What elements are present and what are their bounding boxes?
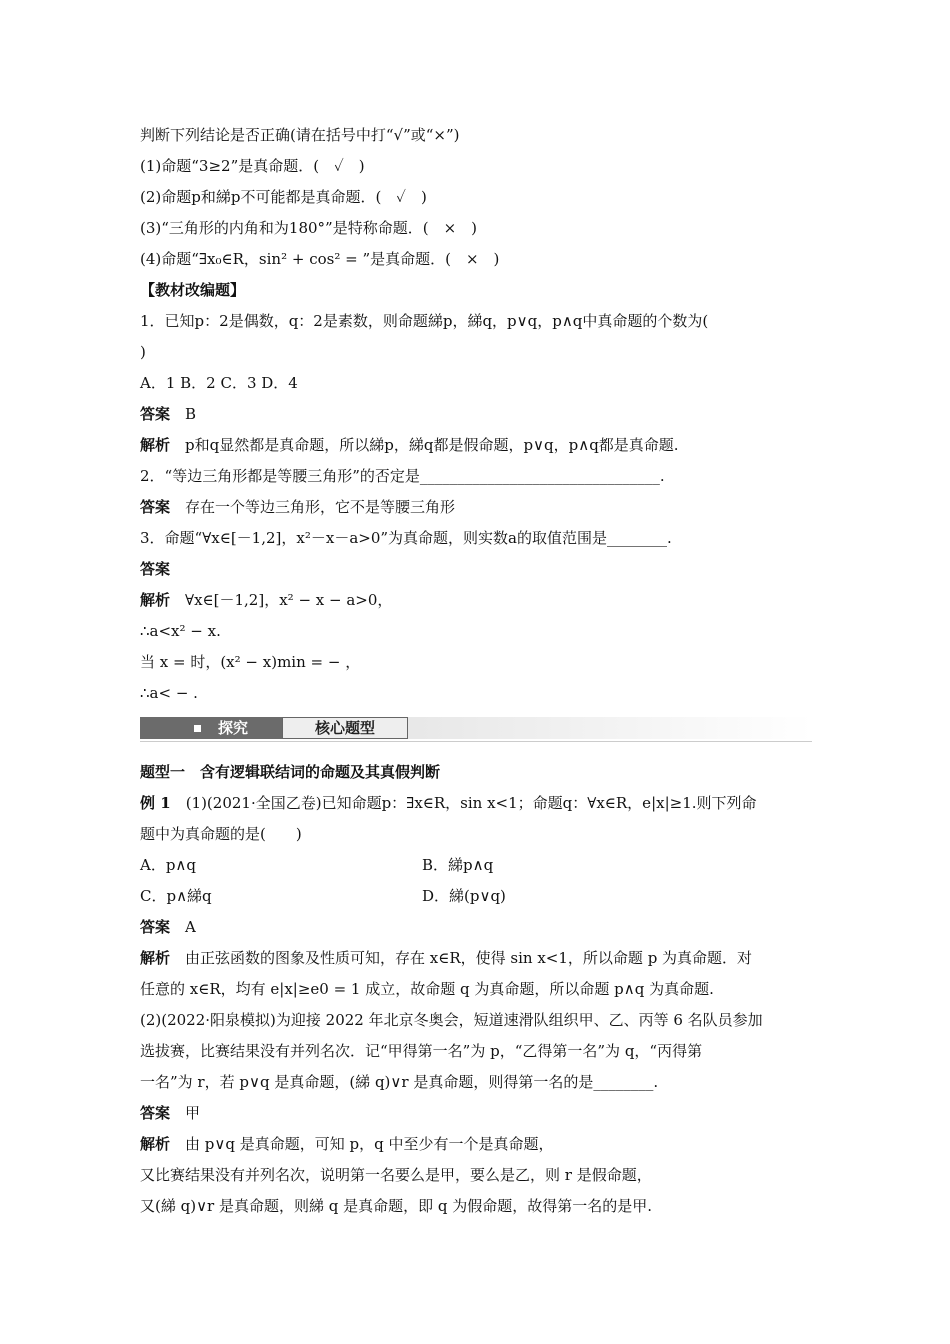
analysis-label: 解析	[140, 591, 171, 609]
question-1-options: A．1 B．2 C．3 D．4	[140, 374, 298, 392]
judge-item: (3)“三角形的内角和为180°”是特称命题．( × )	[140, 219, 477, 237]
option-b: B．綈p∧q	[422, 856, 494, 874]
answer-label: 答案	[140, 918, 171, 936]
example-label: 例 1	[140, 794, 171, 812]
analysis-label: 解析	[140, 436, 171, 454]
square-bullet-icon	[194, 725, 201, 732]
part-2-stem: 选拔赛，比赛结果没有并列名次．记“甲得第一名”为 p，“乙得第一名”为 q，“丙得第	[140, 1042, 703, 1060]
example-stem-cont: 题中为真命题的是( )	[140, 825, 302, 843]
question-1-stem-cont: )	[140, 343, 146, 361]
question-1-analysis	[140, 430, 812, 461]
part-2-analysis	[140, 1129, 812, 1160]
banner-left	[140, 717, 282, 739]
answer-value: 存在一个等边三角形，它不是等腰三角形	[185, 498, 456, 516]
question-3-answer-label: 答案	[140, 560, 171, 578]
question-2-stem: 2．“等边三角形都是等腰三角形”的否定是________________________________.	[140, 467, 665, 485]
part-2-answer	[140, 1098, 812, 1129]
analysis-text: ∀x∈[－1,2]，x² − x − a>0，	[185, 591, 393, 609]
example-stem-text: (1)(2021·全国乙卷)已知命题p：∃x∈R，sin x<1；命题q：∀x∈R，e|x|≥1.则下列命	[185, 794, 757, 812]
analysis-line: 当 x = 时，(x² − x)min = − ，	[140, 653, 361, 671]
banner-rule	[140, 741, 812, 742]
answer-label: 答案	[140, 1104, 171, 1122]
question-1-stem: 1．已知p：2是偶数，q：2是素数，则命题綈p，綈q，p∨q，p∧q中真命题的个数为(	[140, 312, 709, 330]
type-title: 题型一 含有逻辑联结词的命题及其真假判断	[140, 763, 441, 781]
section-title: 【教材改编题】	[140, 281, 246, 299]
part-2-stem: 一名”为 r，若 p∨q 是真命题，(綈 q)∨r 是真命题，则得第一名的是________.	[140, 1073, 659, 1091]
analysis-label: 解析	[140, 1135, 171, 1153]
question-3-stem: 3．命题“∀x∈[－1,2]，x²－x－a>0”为真命题，则实数a的取值范围是________.	[140, 529, 672, 547]
judge-item: (4)命题“∃x₀∈R，sin² + cos² = ”是真命题．( × )	[140, 250, 500, 268]
analysis-label: 解析	[140, 949, 171, 967]
banner-right-label: 核心题型	[282, 717, 408, 739]
judge-item: (1)命题“3≥2”是真命题．( ✓ )	[140, 157, 365, 175]
option-c: C．p∧綈q	[140, 887, 212, 905]
analysis-text: 由 p∨q 是真命题，可知 p，q 中至少有一个是真命题，	[185, 1135, 554, 1153]
intro-text: 判断下列结论是否正确(请在括号中打“√”或“×”)	[140, 126, 460, 144]
answer-value: 甲	[185, 1104, 201, 1122]
judge-item: (2)命题p和綈p不可能都是真命题．( ✓ )	[140, 188, 427, 206]
example-analysis	[140, 943, 812, 974]
banner-left-label: 探究	[218, 719, 249, 737]
document-page	[140, 120, 812, 1222]
analysis-line: ∴a< − .	[140, 684, 198, 702]
analysis-text: 由正弦函数的图象及性质可知，存在 x∈R，使得 sin x<1，所以命题 p 为真命题．对	[185, 949, 753, 967]
analysis-line: 又(綈 q)∨r 是真命题，则綈 q 是真命题，即 q 为假命题，故得第一名的是甲.	[140, 1197, 653, 1215]
analysis-text: p和q显然都是真命题，所以綈p，綈q都是假命题，p∨q，p∧q都是真命题.	[185, 436, 679, 454]
analysis-line: ∴a<x² − x.	[140, 622, 221, 640]
example-stem	[140, 788, 812, 819]
part-2-stem: (2)(2022·阳泉模拟)为迎接 2022 年北京冬奥会，短道速滑队组织甲、乙、丙等 6 名队员参加	[140, 1011, 763, 1029]
question-3-analysis	[140, 585, 812, 616]
example-answer	[140, 912, 812, 943]
answer-label: 答案	[140, 498, 171, 516]
option-a: A．p∧q	[140, 856, 197, 874]
question-2-answer	[140, 492, 812, 523]
section-banner	[140, 717, 812, 743]
answer-label: 答案	[140, 405, 171, 423]
question-1-answer	[140, 399, 812, 430]
options-row	[140, 850, 812, 881]
analysis-line: 任意的 x∈R，均有 e|x|≥e0 = 1 成立，故命题 q 为真命题，所以命题 p∧q 为真命题.	[140, 980, 714, 998]
answer-value: A	[185, 918, 196, 936]
analysis-line: 又比赛结果没有并列名次，说明第一名要么是甲，要么是乙，则 r 是假命题，	[140, 1166, 652, 1184]
options-row	[140, 881, 812, 912]
answer-value: B	[185, 405, 197, 423]
option-d: D．綈(p∨q)	[422, 887, 506, 905]
